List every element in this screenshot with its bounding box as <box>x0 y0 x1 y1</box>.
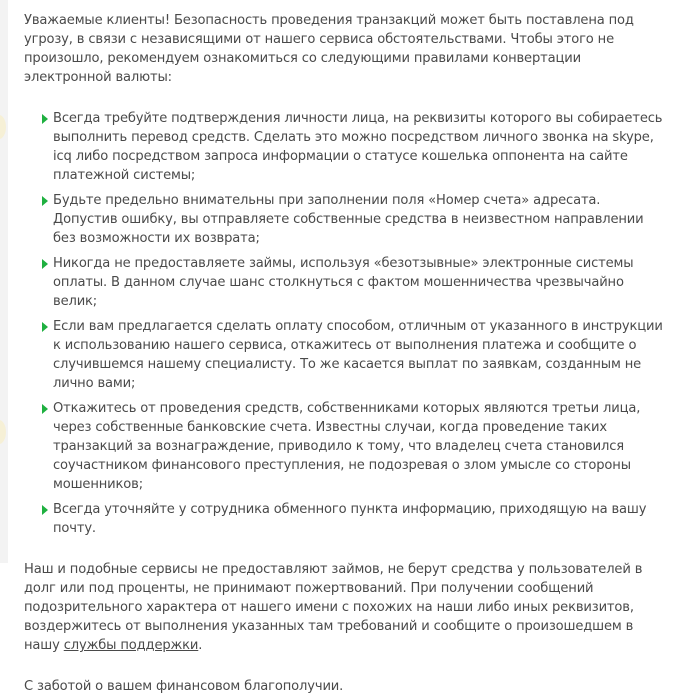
closing-paragraph <box>24 560 664 655</box>
security-notice <box>24 11 664 696</box>
rule-text: Будьте предельно внимательны при заполнении поля «Номер счета» адресата. Допустив ошибку, вы отправляете собственные средства в неизвестном направлении без возможности их возврата; <box>53 193 644 246</box>
list-item <box>42 500 664 538</box>
intro-paragraph: Уважаемые клиенты! Безопасность проведения транзакций может быть поставлена под угрозу, в связи с независящими от нашего сервиса обстоятельствами. Чтобы этого не произошло, рекомендуем ознакомиться со следующими правилами конвертации электронной валюты: <box>24 13 634 85</box>
list-item <box>42 109 664 185</box>
list-item <box>42 317 664 393</box>
rule-text: Всегда требуйте подтверждения личности лица, на реквизиты которого вы собираетесь выполнить перевод средств. Сделать это можно посредством личного звонка на skype, icq либо посредством запроса информации о статусе кошелька оппонента на сайте платежной системы; <box>53 111 663 183</box>
list-item <box>42 191 664 248</box>
list-item <box>42 399 664 494</box>
signoff-text: С заботой о вашем финансовом благополучии. <box>24 679 344 694</box>
left-edge-strip <box>0 0 8 563</box>
list-item <box>42 254 664 311</box>
green-triangle-bullet-icon <box>42 404 48 414</box>
green-triangle-bullet-icon <box>42 259 48 269</box>
security-rules-list <box>24 109 664 538</box>
green-triangle-bullet-icon <box>42 505 48 515</box>
green-triangle-bullet-icon <box>42 322 48 332</box>
rule-text: Откажитесь от проведения средств, собственниками которых являются третьи лица, через собственные банковские счета. Известны случаи, когда проведение таких транзакций за вознаграждение, приводило к тому, что владелец счета становился соучастником финансового преступления, не подозревая о злом умысле со стороны мошенников; <box>53 401 641 492</box>
green-triangle-bullet-icon <box>42 114 48 124</box>
support-service-link[interactable]: службы поддержки <box>63 638 199 653</box>
closing-period: . <box>198 638 203 653</box>
closing-text: Наш и подобные сервисы не предоставляют займов, не берут средства у пользователей в долг или под проценты, не принимают пожертвований. При получении сообщений подозрительного характера от нашего имени с похожих на наши либо иных реквизитов, воздержитесь от выполнения указанных там требований и сообщите о произошедшем в нашу <box>24 562 643 653</box>
green-triangle-bullet-icon <box>42 196 48 206</box>
rule-text: Всегда уточняйте у сотрудника обменного пункта информацию, приходящую на вашу почту. <box>53 502 647 536</box>
rule-text: Никогда не предоставляете займы, используя «безотзывные» электронные системы оплаты. В данном случае шанс столкнуться с фактом мошенничества чрезвычайно велик; <box>53 256 634 309</box>
rule-text: Если вам предлагается сделать оплату способом, отличным от указанного в инструкции к использованию нашего сервиса, откажитесь от выполнения платежа и сообщите о случившемся нашему специалисту. То же касается выплат по заявкам, созданным не лично вами; <box>53 319 663 391</box>
